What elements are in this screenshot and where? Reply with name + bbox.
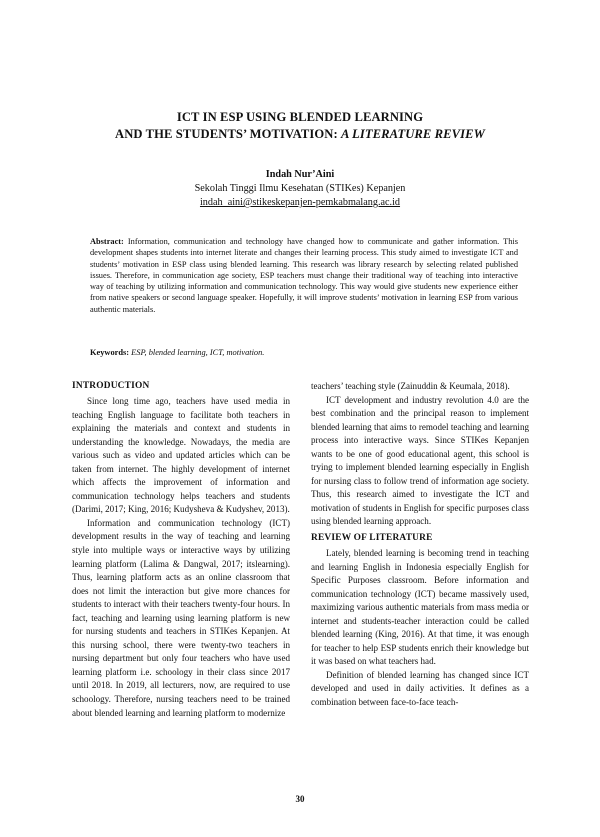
review-heading: REVIEW OF LITERATURE	[311, 533, 433, 544]
keywords-label: Keywords:	[90, 348, 130, 357]
intro-paragraph: ICT development and industry revolution 4.0 are the best combination and the principal reason to implement blended learning that aims to remodel teaching and learning process into interactive ways. Since STIKes Kepanjen wants to be one of good educational agent, this school is trying to implement blended learning especially in English for nursing class to follow trend of information age society. Thus, this research aimed to investigate the ICT and motivation of students in English for specific purposes class using blended learning approach.	[311, 394, 529, 527]
left-column	[72, 380, 290, 720]
review-paragraph: Lately, blended learning is becoming trend in teaching and learning English in Indonesia especially English for Specific Purposes classroom. Before information and communication technology (ICT) became massively used, maximizing various authentic materials from mass media or internet and students-teacher interaction could be called blended learning (King, 2016). At that time, it was enough for teacher to help ESP students enrich their knowledge but it was based on what teachers had.	[311, 548, 529, 667]
author-affiliation: Sekolah Tinggi Ilmu Kesehatan (STIKes) Kepanjen	[194, 183, 406, 194]
paper-title	[0, 109, 600, 143]
keywords-text: ESP, blended learning, ICT, motivation.	[129, 348, 265, 357]
abstract-text: Information, communication and technology have changed how to communicate and gather information. This development shapes students into internet literate and changes their learning process. This study aimed to investigate ICT and students’ motivation in ESP class using blended learning. This research was library research by selecting related published issues. Therefore, in communication age society, ESP teachers must change their traditional way of teaching into interactive way of teaching by utilizing information and communication technology. This way would give students new experience either from native speakers or second language speaker. Hopefully, it will improve students’ motivation in learning ESP from various authentic materials.	[90, 237, 518, 314]
author-block	[0, 168, 600, 210]
title-line-1: ICT IN ESP USING BLENDED LEARNING	[176, 110, 424, 124]
review-paragraph: Definition of blended learning has changed since ICT developed and used in daily activities. It defines as a combination between face-to-face teach-	[311, 669, 529, 708]
introduction-heading: INTRODUCTION	[72, 381, 150, 391]
intro-paragraph: Since long time ago, teachers have used media in teaching English language to facilitate both teachers in explaining the materials and context and students in understanding the knowledge. Nowadays, the media are various such as video and updated articles which can be taken from internet. The highly development of internet which affects the improvement of information and communication technology helps teachers and students (Darimi, 2017; King, 2016; Kudysheva & Kudyshev, 2013).	[72, 396, 290, 515]
abstract	[90, 236, 518, 315]
title-line-2	[0, 126, 600, 143]
page-number: 30	[295, 794, 305, 804]
abstract-label: Abstract:	[90, 237, 124, 246]
right-column	[311, 380, 529, 710]
intro-continuation: teachers’ teaching style (Zainuddin & Keumala, 2018).	[311, 381, 510, 391]
keywords	[90, 347, 518, 358]
title-line-2-main: AND THE STUDENTS’ MOTIVATION:	[115, 127, 341, 141]
author-email[interactable]: indah_aini@stikeskepanjen-pemkabmalang.ac.id	[199, 197, 401, 208]
title-line-2-italic: A LITERATURE REVIEW	[341, 127, 485, 141]
intro-paragraph: Information and communication technology (ICT) development results in the way of teaching and learning style into multiple ways or interactive ways by utilizing learning platform (Lalima & Dangwal, 2017; itslearning). Thus, learning platform acts as an online classroom that does not limit the interaction but give more chances for students to interact with their teachers twenty-four hours. In fact, teaching and learning using learning platform is new for nursing students and teachers in STIKes Kepanjen. At this nursing school, there were twenty-two teachers in nursing department but only four teachers who have used learning platform i.e. schoology in their class since 2017 until 2018. In 2019, all lecturers, now, are required to use schoology. Therefore, nursing teachers need to be trained about blended learning and learning platform to modernize	[72, 517, 290, 718]
author-name: Indah Nur’Aini	[265, 169, 335, 180]
